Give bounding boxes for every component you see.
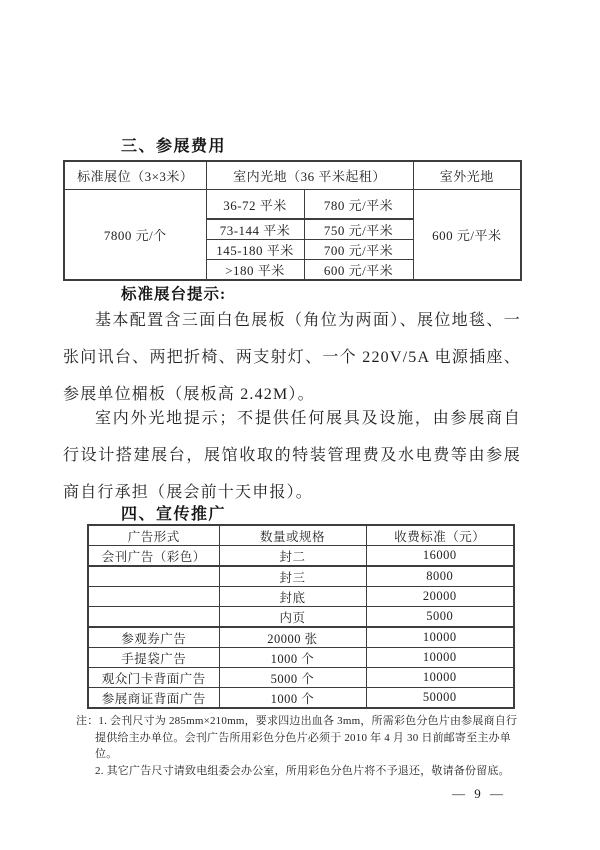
exhibition-fee-table xyxy=(63,160,522,281)
section-heading-fees: 三、参展费用 xyxy=(121,138,227,155)
fee-header-standard-booth: 标准展位（3×3米） xyxy=(64,161,206,190)
ad-fee: 50000 xyxy=(366,688,514,709)
ad-table-row xyxy=(88,668,514,688)
ad-table-row xyxy=(88,587,514,607)
standard-booth-description: 基本配置含三面白色展板（角位为两面）、展位地毯、一张问讯台、两把折椅、两支射灯、一个 220V/5A 电源插座、参展单位楣板（展板高 2.42M）。 xyxy=(63,312,521,403)
page-number: — 9 — xyxy=(452,786,506,801)
ad-quantity: 5000 个 xyxy=(219,668,366,688)
indoor-area: 36-72 平米 xyxy=(206,190,304,220)
ad-table-row xyxy=(88,648,514,668)
indoor-price: 750 元/平米 xyxy=(304,219,413,240)
ad-fee: 8000 xyxy=(366,566,514,587)
ad-quantity: 1000 个 xyxy=(219,688,366,709)
raw-space-description: 室内外光地提示；不提供任何展具及设施，由参展商自行设计搭建展台，展馆收取的特装管理费及水电费等由参展商自行承担（展会前十天申报）。 xyxy=(63,410,521,501)
fee-table-row xyxy=(64,190,521,220)
ad-fee: 16000 xyxy=(366,546,514,567)
ad-quantity: 内页 xyxy=(219,607,366,628)
ad-table-row xyxy=(88,546,514,567)
ad-fee: 10000 xyxy=(366,627,514,648)
ad-form xyxy=(88,587,219,607)
indoor-area: 73-144 平米 xyxy=(206,219,304,240)
footnotes xyxy=(76,713,528,779)
ad-form: 会刊广告（彩色） xyxy=(88,546,219,567)
ad-quantity: 封三 xyxy=(219,566,366,587)
fee-header-outdoor-space: 室外光地 xyxy=(413,161,521,190)
ad-quantity: 封二 xyxy=(219,546,366,567)
section-heading-promotion: 四、宣传推广 xyxy=(121,506,227,523)
ad-header-quantity: 数量或规格 xyxy=(219,525,366,546)
ad-table-row xyxy=(88,566,514,587)
ad-quantity: 封底 xyxy=(219,587,366,607)
ad-fee: 5000 xyxy=(366,607,514,628)
indoor-price: 700 元/平米 xyxy=(304,240,413,260)
footnote-number: 2. xyxy=(95,764,104,777)
footnote-item xyxy=(76,713,528,763)
ad-form: 手提袋广告 xyxy=(88,648,219,668)
indoor-area: 145-180 平米 xyxy=(206,240,304,260)
advertising-table xyxy=(87,524,515,709)
ad-table-row xyxy=(88,607,514,628)
ad-table-row xyxy=(88,627,514,648)
outdoor-price: 600 元/平米 xyxy=(413,190,521,281)
ad-fee: 10000 xyxy=(366,648,514,668)
ad-quantity: 1000 个 xyxy=(219,648,366,668)
ad-table-header-row xyxy=(88,525,514,546)
footnote-text: 其它广告尺寸请致电组委会办公室，所用彩色分色片将不予退还，敬请备份留底。 xyxy=(106,764,510,777)
standard-booth-price: 7800 元/个 xyxy=(64,190,206,281)
footnote-label: 注： xyxy=(76,715,99,727)
tip-heading: 标准展台提示: xyxy=(121,286,227,303)
ad-quantity: 20000 张 xyxy=(219,627,366,648)
ad-form: 参观券广告 xyxy=(88,627,219,648)
ad-form xyxy=(88,566,219,587)
ad-fee: 20000 xyxy=(366,587,514,607)
ad-fee: 10000 xyxy=(366,668,514,688)
indoor-area: >180 平米 xyxy=(206,260,304,281)
footnote-number: 1. xyxy=(98,715,108,727)
fee-table-header-row xyxy=(64,161,521,190)
ad-header-form: 广告形式 xyxy=(88,525,219,546)
footnote-item xyxy=(76,763,528,780)
fee-header-indoor-space: 室内光地（36 平米起租） xyxy=(206,161,413,190)
indoor-price: 600 元/平米 xyxy=(304,260,413,281)
footnote-text: 会刊尺寸为 285mm×210mm，要求四边出血各 3mm，所需彩色分色片由参展商自行提供给主办单位。会刊广告所用彩色分色片必须于 2010 年 4 月 30 日前邮寄至主办单位。 xyxy=(95,715,518,760)
indoor-price: 780 元/平米 xyxy=(304,190,413,220)
ad-form: 参展商证背面广告 xyxy=(88,688,219,709)
ad-table-row xyxy=(88,688,514,709)
ad-form: 观众门卡背面广告 xyxy=(88,668,219,688)
ad-header-fee: 收费标准（元） xyxy=(366,525,514,546)
ad-form xyxy=(88,607,219,628)
